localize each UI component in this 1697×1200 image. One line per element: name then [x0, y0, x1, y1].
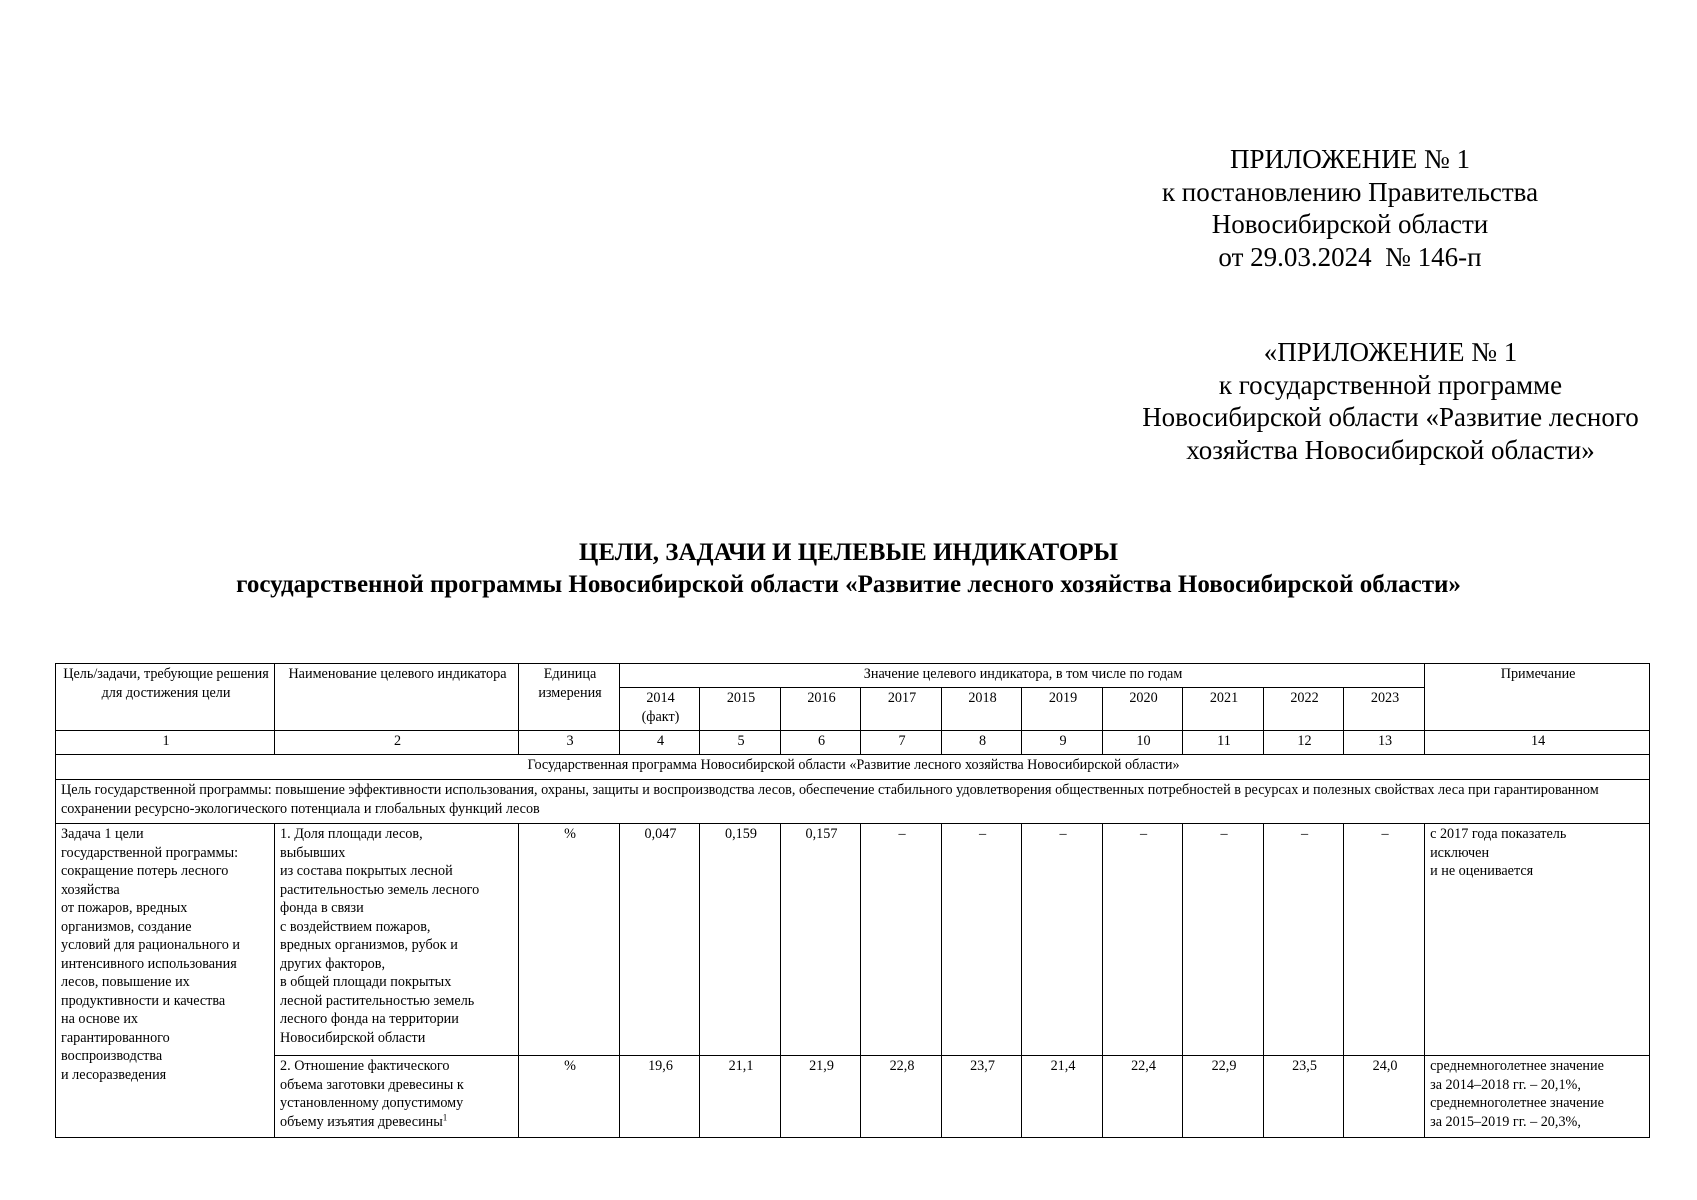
header-year: 2019	[1022, 688, 1103, 731]
indicator-name-line: фонда в связи	[280, 900, 364, 916]
column-number: 7	[861, 731, 942, 755]
indicator-row-1	[56, 824, 1650, 1056]
value-cell: 21,4	[1022, 1056, 1103, 1138]
task-line: условий для рационального и	[61, 937, 240, 953]
indicator-name-line: лесного фонда на территории	[280, 1011, 459, 1027]
value-cell: –	[942, 824, 1022, 1056]
indicator-name-line: растительностью земель лесного	[280, 881, 480, 898]
header-indicator-name: Наименование целевого индикатора	[275, 664, 519, 731]
task-line: сокращение потерь лесного	[61, 863, 229, 879]
appendix-line: Новосибирской области	[1211, 209, 1489, 239]
value-cell: 23,5	[1264, 1056, 1344, 1138]
header-year: 2022	[1264, 688, 1344, 731]
goal-row	[56, 780, 1650, 824]
footnote-marker: 1	[442, 1111, 448, 1122]
column-number: 4	[620, 731, 700, 755]
value-cell: –	[1022, 824, 1103, 1056]
note-line: среднемноголетнее значение	[1430, 1095, 1604, 1111]
appendix-line: к постановлению Правительства	[1161, 176, 1539, 207]
indicator-name-line: с воздействием пожаров,	[280, 918, 431, 935]
indicator-name-line: установленному допустимому	[280, 1095, 464, 1111]
column-number: 3	[519, 731, 620, 755]
indicator-name-text: объему изъятия древесины	[280, 1113, 443, 1130]
value-cell: 22,4	[1103, 1056, 1183, 1138]
note-line: за 2014–2018 гг. – 20,1%,	[1430, 1076, 1581, 1093]
value-cell: 0,047	[620, 824, 700, 1056]
indicator-name-line: выбывших	[280, 844, 346, 861]
indicator-name-line: из состава покрытых лесной	[280, 863, 453, 879]
column-number: 8	[942, 731, 1022, 755]
value-cell: 22,9	[1183, 1056, 1264, 1138]
indicator-name-line: других факторов,	[280, 955, 386, 972]
appendix-line: Новосибирской области «Развитие лесного	[1142, 402, 1639, 432]
header-goal-task: Цель/задачи, требующие решения для достижения цели	[56, 664, 275, 731]
indicator-name-line: в общей площади покрытых	[280, 974, 452, 990]
indicator-name-line: 1. Доля площади лесов,	[280, 826, 423, 842]
title-line-1: ЦЕЛИ, ЗАДАЧИ И ЦЕЛЕВЫЕ ИНДИКАТОРЫ	[578, 539, 1119, 566]
value-cell: –	[1344, 824, 1425, 1056]
note-line: с 2017 года показатель	[1430, 826, 1567, 842]
header-year: 2023	[1344, 688, 1425, 731]
note-line: исключен	[1430, 844, 1490, 861]
task-line: организмов, создание	[61, 918, 192, 935]
document-title	[0, 537, 1697, 601]
task-line: лесов, повышение их	[61, 974, 190, 990]
indicator-name-line: Новосибирской области	[280, 1029, 426, 1046]
indicator-name-line: 2. Отношение фактического	[280, 1058, 450, 1074]
column-number: 11	[1183, 731, 1264, 755]
task-line: хозяйства	[61, 881, 120, 898]
note-cell	[1425, 824, 1650, 1056]
title-line-2: государственной программы Новосибирской области «Развитие лесного хозяйства Новосибирской области»	[236, 571, 1461, 598]
appendix-resolution-block	[1140, 143, 1560, 273]
note-line: и не оценивается	[1430, 863, 1534, 879]
indicator-name-cell	[275, 824, 519, 1056]
column-number-row	[56, 731, 1650, 755]
header-year: 2021	[1183, 688, 1264, 731]
task-line: и лесоразведения	[61, 1066, 167, 1083]
indicator-name-line	[280, 1113, 515, 1132]
column-number: 10	[1103, 731, 1183, 755]
column-number: 6	[781, 731, 861, 755]
value-cell: –	[1183, 824, 1264, 1056]
header-unit: Единица измерения	[519, 664, 620, 731]
header-note: Примечание	[1425, 664, 1650, 731]
header-year: 2016	[781, 688, 861, 731]
value-cell: 21,9	[781, 1056, 861, 1138]
note-line: среднемноголетнее значение	[1430, 1058, 1604, 1074]
value-cell: –	[861, 824, 942, 1056]
indicator-name-line: объема заготовки древесины к	[280, 1076, 464, 1093]
appendix-program-block	[1118, 336, 1663, 466]
unit-cell: %	[519, 824, 620, 1056]
column-number: 2	[275, 731, 519, 755]
unit-cell: %	[519, 1056, 620, 1138]
appendix-line: от 29.03.2024 № 146-п	[1218, 241, 1482, 272]
value-cell: 0,157	[781, 824, 861, 1056]
program-row	[56, 755, 1650, 780]
appendix-line: «ПРИЛОЖЕНИЕ № 1	[1263, 337, 1518, 367]
header-year: 2017	[861, 688, 942, 731]
column-number: 5	[700, 731, 781, 755]
indicator-row-2	[56, 1056, 1650, 1138]
note-line: за 2015–2019 гг. – 20,3%,	[1430, 1113, 1581, 1130]
goal-cell: Цель государственной программы: повышение эффективности использования, охраны, защиты и воспроизводства лесов, обеспечение стабильного удовлетворения общественных потребностей в ресурсах и полезных свойствах леса при гарантированном сохранении ресурсно-экологического потенциала и глобальных функций лесов	[56, 780, 1650, 824]
value-cell: 22,8	[861, 1056, 942, 1138]
task-line: государственной программы:	[61, 844, 239, 861]
task-line: гарантированного	[61, 1029, 170, 1046]
note-cell	[1425, 1056, 1650, 1138]
value-cell: 21,1	[700, 1056, 781, 1138]
header-year: 2018	[942, 688, 1022, 731]
indicator-name-line: лесной растительностью земель	[280, 992, 475, 1009]
column-number: 1	[56, 731, 275, 755]
column-number: 13	[1344, 731, 1425, 755]
appendix-line: ПРИЛОЖЕНИЕ № 1	[1229, 144, 1471, 174]
value-cell: 19,6	[620, 1056, 700, 1138]
value-cell: –	[1103, 824, 1183, 1056]
indicator-name-cell	[275, 1056, 519, 1138]
value-cell: 23,7	[942, 1056, 1022, 1138]
appendix-line: хозяйства Новосибирской области»	[1186, 434, 1595, 465]
header-year-2014	[620, 688, 700, 731]
indicator-name-line: вредных организмов, рубок и	[280, 937, 458, 953]
header-values-group: Значение целевого индикатора, в том числе по годам	[620, 664, 1425, 688]
task-line: интенсивного использования	[61, 955, 237, 972]
column-number: 12	[1264, 731, 1344, 755]
value-cell: –	[1264, 824, 1344, 1056]
task-line: на основе их	[61, 1011, 139, 1027]
column-number: 9	[1022, 731, 1103, 755]
task-line: воспроизводства	[61, 1048, 163, 1064]
value-cell: 24,0	[1344, 1056, 1425, 1138]
header-year: 2015	[700, 688, 781, 731]
header-year: 2020	[1103, 688, 1183, 731]
year-fact-label: (факт)	[641, 708, 680, 725]
appendix-line: к государственной программе	[1218, 369, 1563, 400]
value-cell: 0,159	[700, 824, 781, 1056]
program-title-cell: Государственная программа Новосибирской области «Развитие лесного хозяйства Новосибирской области»	[56, 755, 1650, 780]
task-line: от пожаров, вредных	[61, 900, 188, 916]
indicators-table	[55, 663, 1650, 1138]
task-line: Задача 1 цели	[61, 826, 144, 842]
header-row-top	[56, 664, 1650, 688]
year-label: 2014	[646, 690, 675, 706]
column-number: 14	[1425, 731, 1650, 755]
task-1-cell	[56, 824, 275, 1138]
task-line: продуктивности и качества	[61, 992, 226, 1009]
